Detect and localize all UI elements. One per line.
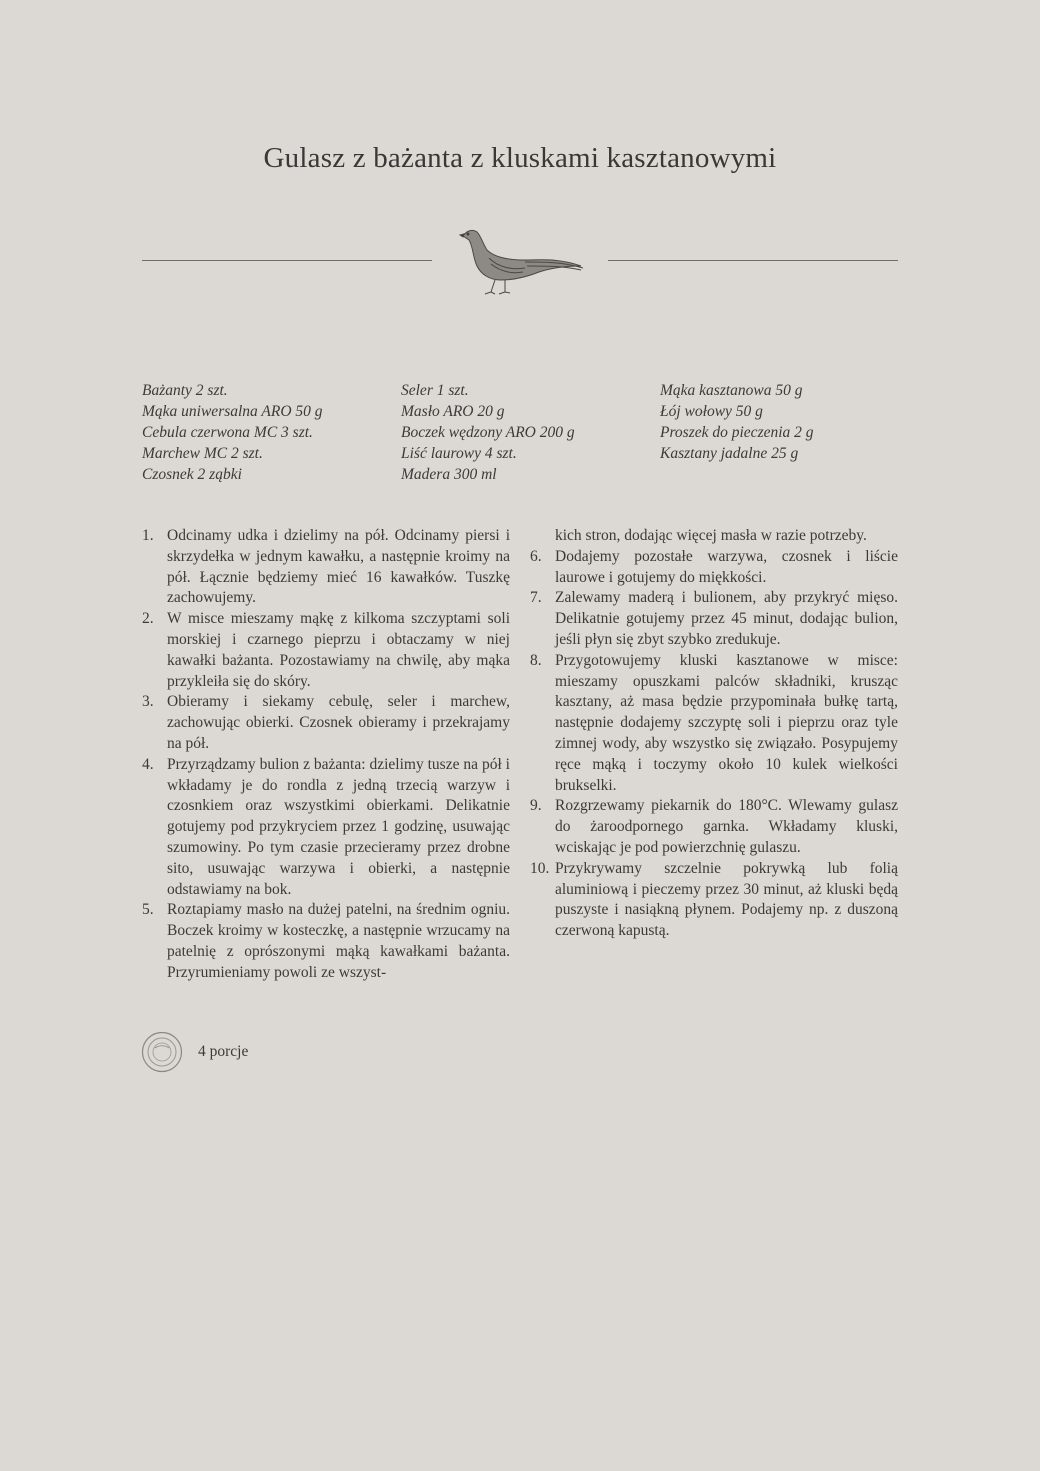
step-text: Odcinamy udka i dzielimy na pół. Odcinamy piersi i skrzydełka w jednym kawałku, a następnie kroimy na pół. Łącznie będziemy mieć 16 kawałków. Tuszkę zachowujemy. <box>167 527 510 607</box>
ingredient: Masło ARO 20 g <box>401 403 505 420</box>
steps-column-2 <box>530 526 898 942</box>
ingredient: Madera 300 ml <box>401 466 497 483</box>
step-number: 1. <box>142 527 154 544</box>
step-1 <box>142 526 510 609</box>
step-text: Przygotowujemy kluski kasztanowe w misce: mieszamy opuszkami palców składniki, krusząc kasztany, aż masa będzie przypominała bułkę tartą, następnie dodajemy szczyptę soli i pieprzu oraz tyle zimnej wody, aby wszystko się związało. Posypujemy ręce mąką i toczymy około 10 kulek wielkości brukselki. <box>555 651 898 794</box>
step-text: Przykrywamy szczelnie pokrywką lub folią aluminiową i pieczemy przez 30 minut, aż kluski będą puszyste i nasiąkną płynem. Podajemy np. z duszoną czerwoną kapustą. <box>555 859 898 940</box>
portions-label: 4 porcje <box>198 1043 249 1060</box>
steps-column-1 <box>142 526 510 984</box>
step-9 <box>530 796 898 858</box>
ingredients-column-1 <box>142 380 392 485</box>
step-text: Dodajemy pozostałe warzywa, czosnek i liście laurowe i gotujemy do miękkości. <box>555 547 898 586</box>
step-number: 10. <box>530 859 550 877</box>
ingredients-column-2 <box>401 380 651 485</box>
step-text: Przyrządzamy bulion z bażanta: dzielimy tusze na pół i wkładamy je do rondla z jedną trzecią warzyw i czosnkiem oraz wszystkimi obierkami. Delikatnie gotujemy pod przykryciem przez 1 godzinę, usuwając szumowiny. Po tym czasie przecieramy przez drobne sito, usuwając warzywa i obierki, a następnie odstawiamy na bok. <box>167 755 510 898</box>
step-6 <box>530 547 898 589</box>
step-text: Rozgrzewamy piekarnik do 180°C. Wlewamy gulasz do żaroodpornego garnka. Wkładamy kluski, wciskając je pod powierzchnię gulaszu. <box>555 797 898 856</box>
step-number: 5. <box>142 901 154 919</box>
ingredients-column-3 <box>660 380 910 464</box>
step-number: 8. <box>530 651 542 669</box>
plate-icon <box>141 1031 183 1073</box>
portions <box>141 1031 248 1073</box>
ingredient: Bażanty 2 szt. <box>142 382 228 399</box>
step-text: Obieramy i siekamy cebulę, seler i marchew, zachowując obierki. Czosnek obieramy i przekrajamy na pół. <box>167 693 510 752</box>
divider-right <box>608 260 898 261</box>
step-4 <box>142 755 510 901</box>
step-5 <box>142 900 510 983</box>
ingredient: Marchew MC 2 szt. <box>142 445 263 462</box>
step-number: 6. <box>530 547 542 565</box>
step-10 <box>530 859 898 942</box>
ingredient: Proszek do pieczenia 2 g <box>660 424 814 441</box>
pheasant-icon <box>455 222 585 296</box>
ingredient: Mąka kasztanowa 50 g <box>660 382 803 399</box>
ingredient: Kasztany jadalne 25 g <box>660 445 799 462</box>
ingredient: Cebula czerwona MC 3 szt. <box>142 424 313 441</box>
ingredient: Liść laurowy 4 szt. <box>401 445 517 462</box>
ingredient: Seler 1 szt. <box>401 382 469 399</box>
step-2 <box>142 609 510 692</box>
step-5-continued <box>530 526 898 547</box>
step-number: 9. <box>530 797 542 815</box>
ingredient: Łój wołowy 50 g <box>660 403 763 420</box>
step-text: kich stron, dodając więcej masła w razie potrzeby. <box>555 527 867 544</box>
ingredient: Mąka uniwersalna ARO 50 g <box>142 403 323 420</box>
step-text: Zalewamy maderą i bulionem, aby przykryć mięso. Delikatnie gotujemy przez 45 minut, dodając bulion, jeśli płyn się zbyt szybko zredukuje. <box>555 589 898 648</box>
step-3 <box>142 692 510 754</box>
divider-left <box>142 260 432 261</box>
recipe-title: Gulasz z bażanta z kluskami kasztanowymi <box>263 142 777 174</box>
step-number: 2. <box>142 610 154 628</box>
step-8 <box>530 651 898 797</box>
step-number: 4. <box>142 755 154 773</box>
step-7 <box>530 588 898 650</box>
step-number: 3. <box>142 693 154 711</box>
ingredient: Czosnek 2 ząbki <box>142 466 242 483</box>
step-text: W misce mieszamy mąkę z kilkoma szczyptami soli morskiej i czarnego pieprzu i obtaczamy w niej kawałki bażanta. Pozostawiamy na chwilę, aby mąka przykleiła się do skóry. <box>167 610 510 690</box>
ingredient: Boczek wędzony ARO 200 g <box>401 424 575 441</box>
step-number: 7. <box>530 589 542 607</box>
step-text: Roztapiamy masło na dużej patelni, na średnim ogniu. Boczek kroimy w kosteczkę, a następnie wrzucamy na patelnię z oprószonymi mąką kawałkami bażanta. Przyrumieniamy powoli ze wszyst- <box>167 901 510 981</box>
